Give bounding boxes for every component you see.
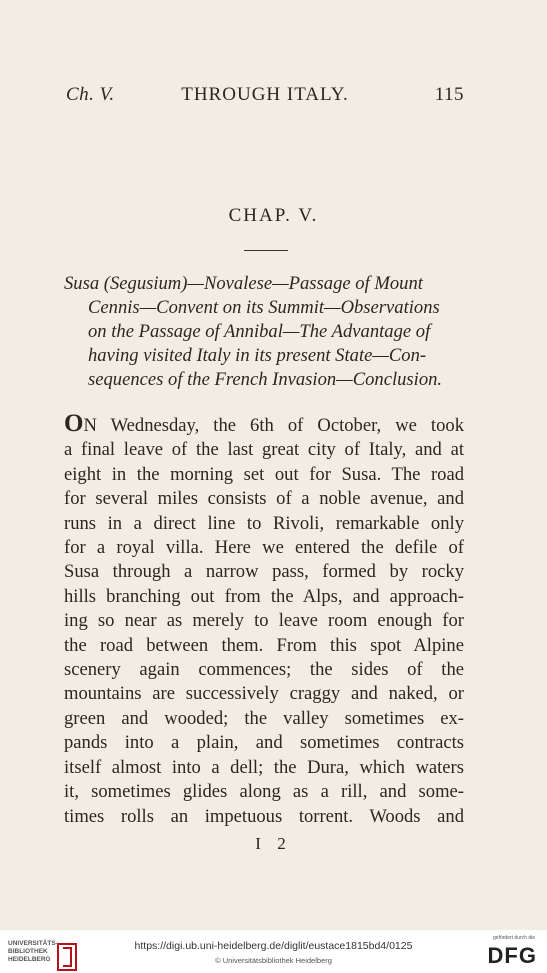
viewer-footer (0, 930, 547, 973)
body-line (64, 412, 464, 438)
signature-mark: I 2 (255, 834, 292, 853)
body-line: runs in a direct line to Rivoli, remarkable only (64, 512, 464, 534)
chapter-summary (64, 272, 464, 392)
page-url-link[interactable]: https://digi.ub.uni-heidelberg.de/diglit/eustace1815bd4/0125 (134, 940, 413, 952)
copyright-text: © Universitätsbibliothek Heidelberg (215, 956, 332, 965)
body-line: a final leave of the last great city of Italy, and at (64, 439, 464, 461)
summary-line: sequences of the French Invasion—Conclusion. (88, 369, 443, 390)
body-line: itself almost into a dell; the Dura, which waters (64, 756, 464, 778)
body-text (64, 412, 464, 829)
body-line: eight in the morning set out for Susa. The road (64, 463, 464, 485)
summary-line: having visited Italy in its present State—Con- (88, 345, 427, 366)
body-line: ing so near as merely to leave room enough for (64, 610, 464, 632)
library-line: UNIVERSITÄTS- (8, 940, 58, 947)
library-line: HEIDELBERG (8, 956, 51, 963)
summary-line: Susa (Segusium)—Novalese—Passage of Mount (64, 273, 423, 294)
library-line: BIBLIOTHEK (8, 948, 48, 955)
funded-by-text: gefördert durch die (493, 935, 535, 941)
page-number: 115 (434, 84, 464, 105)
drop-cap: O (64, 410, 84, 437)
dfg-logo[interactable]: DFG (487, 943, 537, 968)
body-line: hills branching out from the Alps, and approach- (64, 585, 464, 607)
body-line: pands into a plain, and sometimes contracts (64, 732, 464, 754)
running-title: THROUGH ITALY. (181, 84, 349, 105)
body-line: for a royal villa. Here we entered the defile of (64, 537, 464, 559)
chapter-ref: Ch. V. (66, 84, 115, 105)
chapter-title: CHAP. V. (228, 205, 319, 226)
body-line: the road between them. From this spot Alpine (64, 634, 464, 656)
summary-line: on the Passage of Annibal—The Advantage of (88, 321, 431, 342)
divider-rule (244, 250, 288, 251)
body-line: Susa through a narrow pass, formed by rocky (64, 561, 464, 583)
first-line-text: N Wednesday, the 6th of October, we took (83, 415, 464, 436)
body-line: it, sometimes glides along as a rill, and some- (64, 781, 464, 803)
body-line: scenery again commences; the sides of the (64, 659, 464, 681)
body-line: times rolls an impetuous torrent. Woods and (64, 805, 464, 827)
body-line: mountains are successively craggy and naked, or (64, 683, 464, 705)
body-line: green and wooded; the valley sometimes ex- (64, 707, 464, 729)
summary-line: Cennis—Convent on its Summit—Observations (88, 297, 440, 318)
running-header (66, 84, 464, 110)
body-line: for several miles consists of a noble avenue, and (64, 488, 464, 510)
